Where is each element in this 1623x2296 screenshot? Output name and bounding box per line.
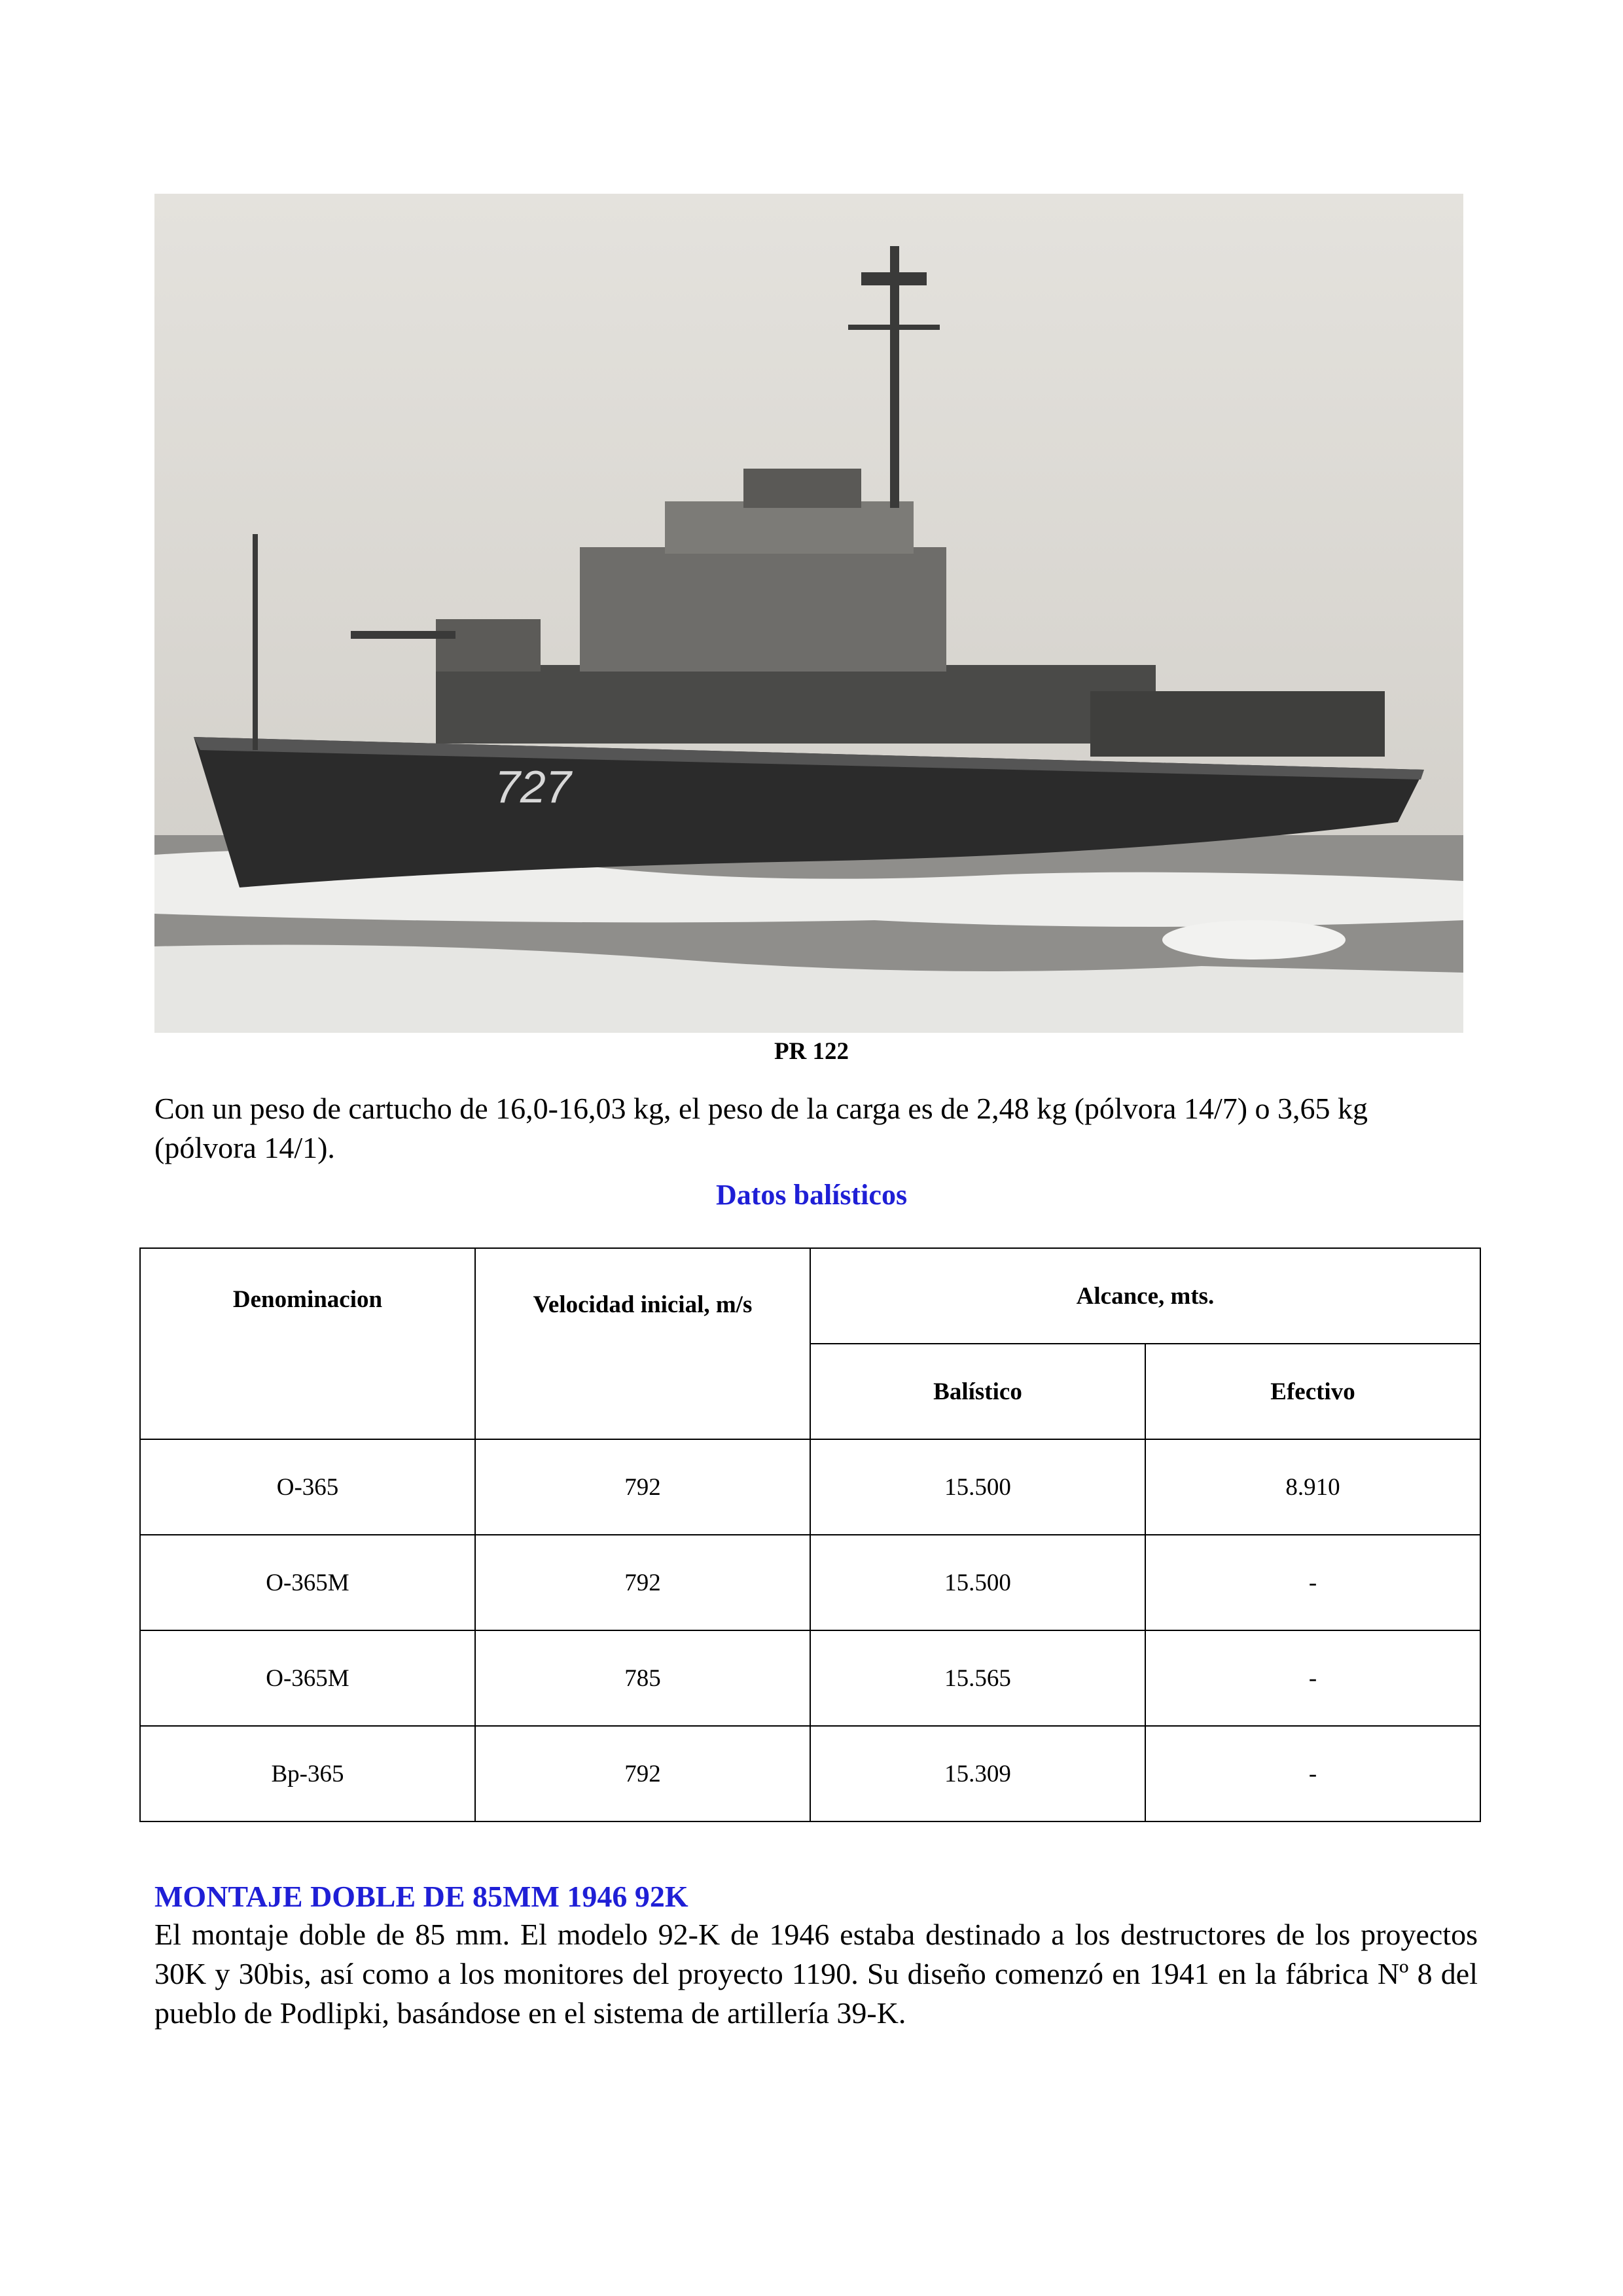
figure-caption: PR 122: [774, 1038, 849, 1065]
cell-velocidad: 792: [475, 1439, 810, 1535]
table-row: [140, 1630, 1480, 1726]
table-row: [140, 1726, 1480, 1821]
header-balistico: Balístico: [810, 1344, 1145, 1439]
cell-efectivo: -: [1145, 1535, 1480, 1630]
header-denominacion: Denominacion: [140, 1248, 475, 1439]
cell-denominacion: O-365M: [140, 1535, 475, 1630]
ballistic-data-table: [139, 1247, 1481, 1822]
header-alcance: Alcance, mts.: [810, 1248, 1480, 1344]
cell-balistico: 15.565: [810, 1630, 1145, 1726]
cell-velocidad: 792: [475, 1726, 810, 1821]
paragraph-cartridge-weight: Con un peso de cartucho de 16,0-16,03 kg, el peso de la carga es de 2,48 kg (pólvora 14/7) o 3,65 kg (pólvora 14/1).: [154, 1092, 1368, 1164]
cell-velocidad: 785: [475, 1630, 810, 1726]
warship-photo-icon: [154, 194, 1463, 1033]
cell-efectivo: 8.910: [1145, 1439, 1480, 1535]
section-body: El montaje doble de 85 mm. El modelo 92-K de 1946 estaba destinado a los destructores de los proyectos 30K y 30bis, así como a los monitores del proyecto 1190. Su diseño comenzó en 1941 en la fábrica Nº 8 del pueblo de Podlipki, basándose en el sistema de artillería 39-K.: [154, 1918, 1478, 2030]
cell-balistico: 15.309: [810, 1726, 1145, 1821]
cell-denominacion: O-365M: [140, 1630, 475, 1726]
warship-photo: [154, 194, 1463, 1033]
cell-balistico: 15.500: [810, 1535, 1145, 1630]
table-row: [140, 1535, 1480, 1630]
cell-velocidad: 792: [475, 1535, 810, 1630]
cell-denominacion: Bp-365: [140, 1726, 475, 1821]
table-title: Datos balísticos: [715, 1179, 908, 1211]
cell-efectivo: -: [1145, 1726, 1480, 1821]
cell-denominacion: O-365: [140, 1439, 475, 1535]
header-efectivo: Efectivo: [1145, 1344, 1480, 1439]
table-row: [140, 1439, 1480, 1535]
hull-number: 727: [495, 761, 571, 812]
header-velocidad: Velocidad inicial, m/s: [475, 1248, 810, 1439]
cell-efectivo: -: [1145, 1630, 1480, 1726]
cell-balistico: 15.500: [810, 1439, 1145, 1535]
section-title: MONTAJE DOBLE DE 85MM 1946 92K: [154, 1880, 688, 1913]
